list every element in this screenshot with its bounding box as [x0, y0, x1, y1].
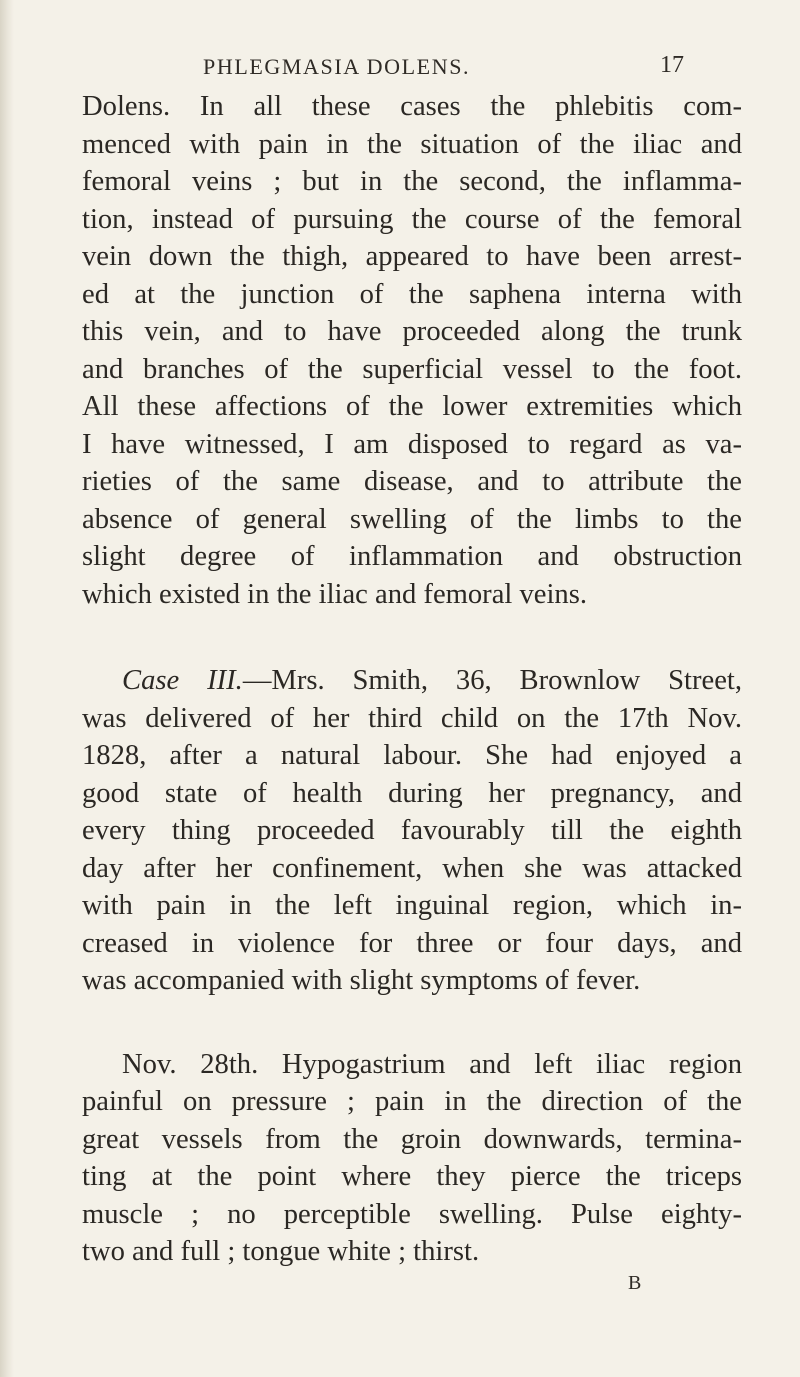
text-line: vein down the thigh, appeared to have been arrest-	[82, 241, 742, 272]
signature-mark: B	[628, 1272, 642, 1294]
paragraph-2	[82, 662, 742, 1000]
text-line: ting at the point where they pierce the triceps	[82, 1161, 742, 1192]
text-line: was accompanied with slight symptoms of fever.	[82, 965, 641, 996]
text-line: creased in violence for three or four days, and	[82, 927, 742, 959]
text-line: every thing proceeded favourably till the eighth	[82, 815, 742, 846]
case-label: Case III.	[122, 665, 243, 696]
case-heading-line	[82, 662, 742, 700]
text-line: day after her confinement, when she was attacked	[82, 852, 742, 884]
text-line: good state of health during her pregnancy, and	[82, 777, 742, 809]
text-line: this vein, and to have proceeded along the trunk	[82, 316, 742, 347]
text-line: tion, instead of pursuing the course of the femoral	[82, 203, 742, 235]
text-line: great vessels from the groin downwards, termina-	[82, 1123, 742, 1155]
text-line: and branches of the superficial vessel to the foot.	[82, 353, 742, 385]
text-line: absence of general swelling of the limbs to the	[82, 503, 742, 535]
paragraph-spacer	[82, 613, 742, 662]
body-text	[82, 88, 742, 1271]
text-line: femoral veins ; but in the second, the inflamma-	[82, 166, 742, 197]
text-line: was delivered of her third child on the 17th Nov.	[82, 702, 742, 734]
case-heading-rest: —Mrs. Smith, 36, Brownlow Street,	[242, 665, 743, 696]
text-line: two and full ; tongue white ; thirst.	[82, 1236, 480, 1267]
running-head	[0, 54, 800, 84]
text-line: I have witnessed, I am disposed to regard as va-	[82, 428, 742, 460]
text-line: painful on pressure ; pain in the direction of the	[82, 1086, 742, 1117]
text-line: with pain in the left inguinal region, which in-	[82, 890, 742, 921]
text-line: All these affections of the lower extremities which	[82, 391, 742, 422]
paragraph-spacer	[82, 1000, 742, 1046]
binding-edge	[0, 0, 14, 1377]
text-line: menced with pain in the situation of the iliac and	[82, 128, 742, 160]
text-line: Dolens. In all these cases the phlebitis com-	[82, 91, 742, 122]
text-line: muscle ; no perceptible swelling. Pulse eighty-	[82, 1198, 742, 1230]
text-line: ed at the junction of the saphena interna with	[82, 278, 742, 310]
text-line: slight degree of inflammation and obstruction	[82, 541, 742, 572]
text-line: 1828, after a natural labour. She had enjoyed a	[82, 740, 742, 771]
paragraph-1	[82, 88, 742, 613]
paragraph-3	[82, 1046, 742, 1271]
text-line: Nov. 28th. Hypogastrium and left iliac region	[122, 1048, 742, 1080]
running-head-title: PHLEGMASIA DOLENS.	[203, 54, 471, 79]
text-line: which existed in the iliac and femoral veins.	[82, 578, 587, 610]
text-line: rieties of the same disease, and to attribute the	[82, 466, 742, 497]
page-number: 17	[660, 52, 684, 78]
